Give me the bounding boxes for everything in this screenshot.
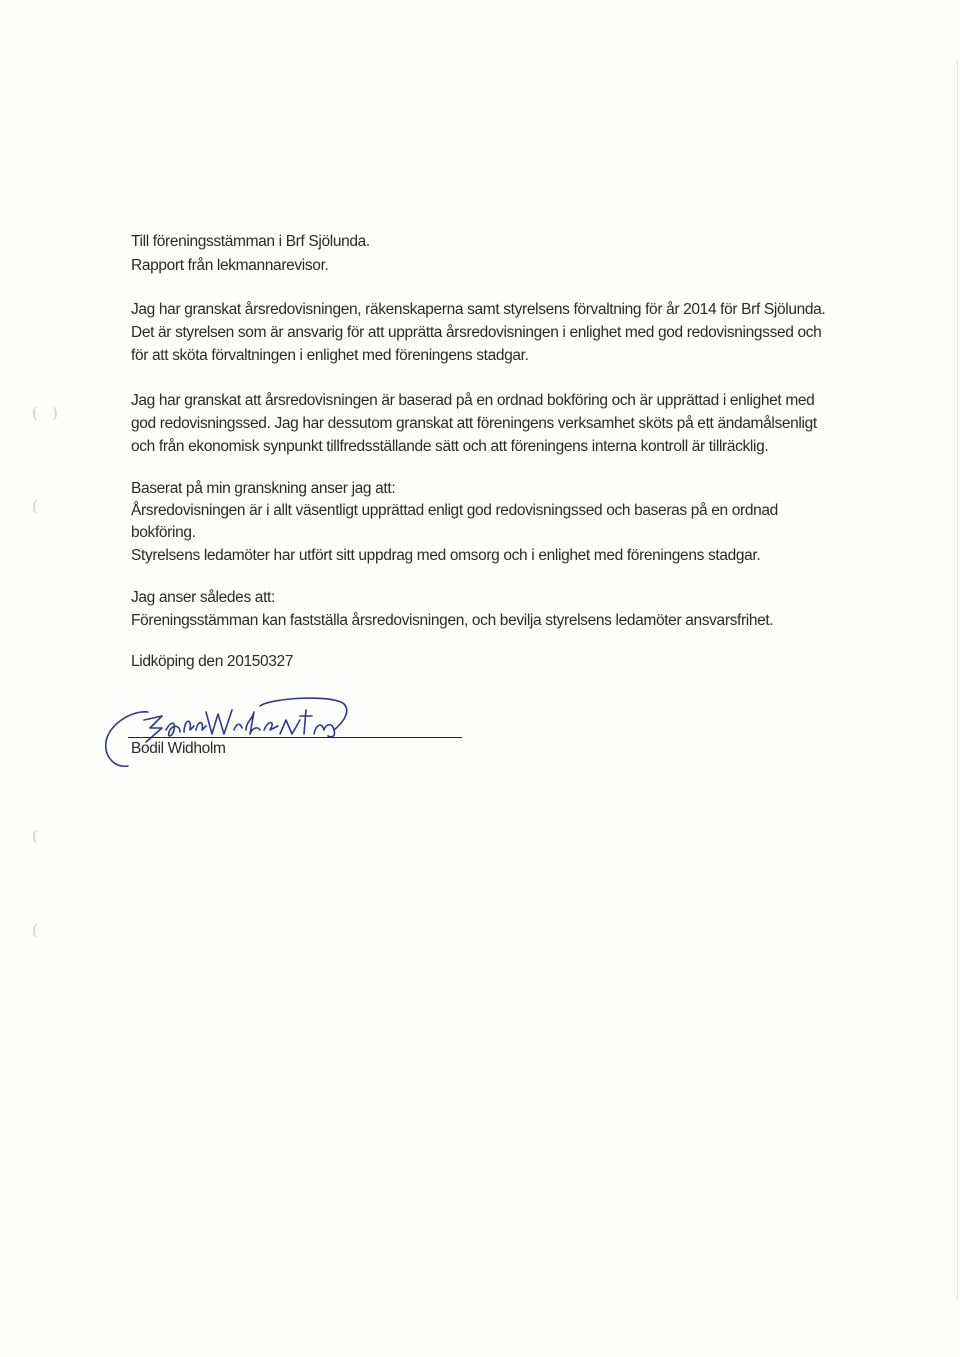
paragraph-2-line-3: och från ekonomisk synpunkt tillfredsställande sätt och att föreningens interna kontroll är tillräcklig. bbox=[131, 438, 769, 455]
punch-hole-mark: ( ) bbox=[32, 404, 59, 422]
signature-name: Bodil Widholm bbox=[131, 740, 226, 757]
paragraph-2-line-2: god redovisningssed. Jag har dessutom granskat att föreningens verksamhet sköts på ett ändamålsenligt bbox=[131, 415, 817, 432]
place-date: Lidköping den 20150327 bbox=[131, 653, 294, 670]
punch-hole-mark: ( bbox=[32, 827, 38, 845]
paragraph-1-line-1: Jag har granskat årsredovisningen, räkenskaperna samt styrelsens förvaltning för år 2014 för Brf Sjölunda. bbox=[131, 301, 826, 318]
greeting-line: Till föreningsstämman i Brf Sjölunda. bbox=[131, 233, 370, 250]
subject-line: Rapport från lekmannarevisor. bbox=[131, 257, 329, 274]
punch-hole-mark: ( bbox=[32, 497, 38, 515]
paragraph-3-line-4: Styrelsens ledamöter har utfört sitt uppdrag med omsorg och i enlighet med föreningens stadgar. bbox=[131, 547, 761, 564]
paragraph-1-line-2: Det är styrelsen som är ansvarig för att upprätta årsredovisningen i enlighet med god redovisningssed och bbox=[131, 324, 822, 341]
paragraph-2-line-1: Jag har granskat att årsredovisningen är baserad på en ordnad bokföring och är upprättad i enlighet med bbox=[131, 392, 815, 409]
paragraph-3-line-3: bokföring. bbox=[131, 524, 196, 541]
paragraph-3-line-1: Baserat på min granskning anser jag att: bbox=[131, 480, 396, 497]
paragraph-4-line-1: Jag anser således att: bbox=[131, 589, 275, 606]
signature-line bbox=[128, 737, 462, 738]
paragraph-4-line-2: Föreningsstämman kan fastställa årsredovisningen, och bevilja styrelsens ledamöter ansvarsfrihet. bbox=[131, 612, 774, 629]
page-edge bbox=[957, 60, 958, 1300]
punch-hole-mark: ( bbox=[32, 921, 38, 939]
paragraph-1-line-3: för att sköta förvaltningen i enlighet med föreningens stadgar. bbox=[131, 347, 529, 364]
paragraph-3-line-2: Årsredovisningen är i allt väsentligt upprättad enligt god redovisningssed och baseras på en ordnad bbox=[131, 502, 778, 519]
